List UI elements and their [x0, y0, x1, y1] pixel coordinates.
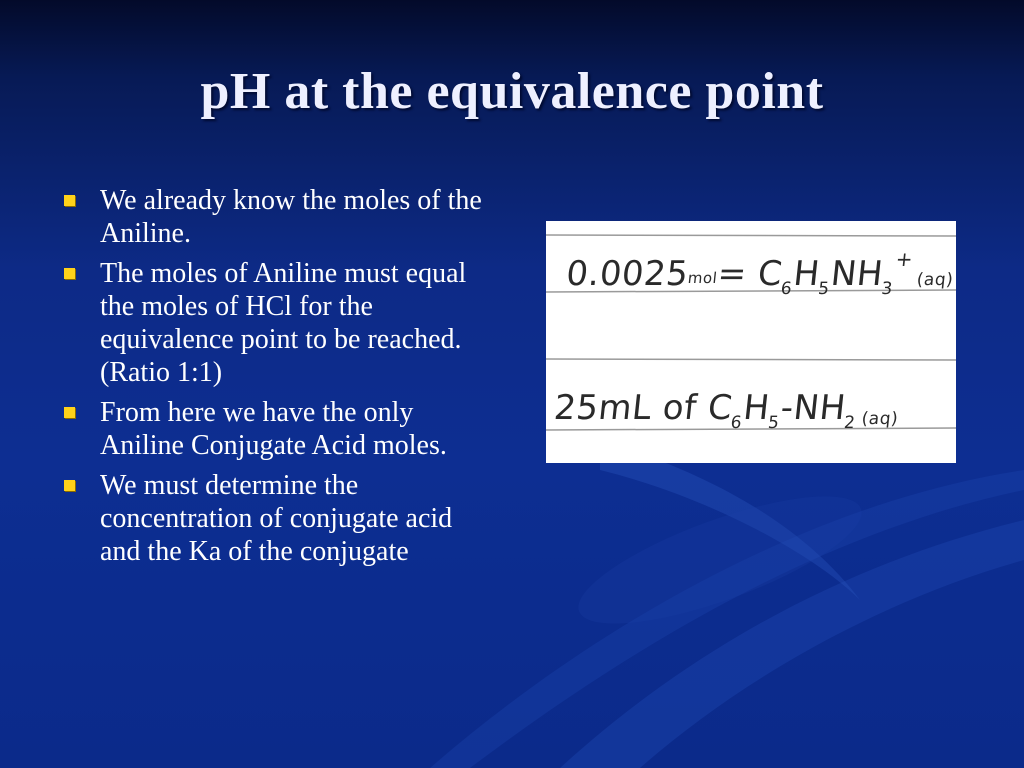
square-bullet-icon [64, 480, 75, 491]
bullet-list [62, 184, 482, 575]
square-bullet-icon [64, 195, 75, 206]
square-bullet-icon [64, 407, 75, 418]
bullet-text: We already know the moles of the Aniline. [100, 185, 482, 249]
bullet-item [62, 257, 482, 389]
ruled-line [546, 235, 956, 236]
handwritten-line-1: $0.0025mol= C_6H_5NH_3^+$ $_{(aq)}$ [564, 247, 955, 299]
bullet-item [62, 469, 482, 568]
bullet-text: From here we have the only Aniline Conjugate Acid moles. [100, 397, 447, 461]
square-bullet-icon [64, 268, 75, 279]
bullet-text: We must determine the concentration of conjugate acid and the Ka of the conjugate [100, 470, 453, 567]
handwritten-note-drawing [546, 221, 956, 463]
bullet-item [62, 184, 482, 250]
handwritten-line-2: 25mL of $C_6H_5-NH_2$ (aq) [552, 388, 900, 433]
bullet-text: The moles of Aniline must equal the moles of HCl for the equivalence point to be reached. (Ratio 1:1) [100, 258, 467, 388]
ruled-line [546, 359, 956, 360]
slide-title: pH at the equivalence point [200, 63, 824, 120]
bullet-item [62, 396, 482, 462]
handwritten-note-image [546, 221, 956, 463]
